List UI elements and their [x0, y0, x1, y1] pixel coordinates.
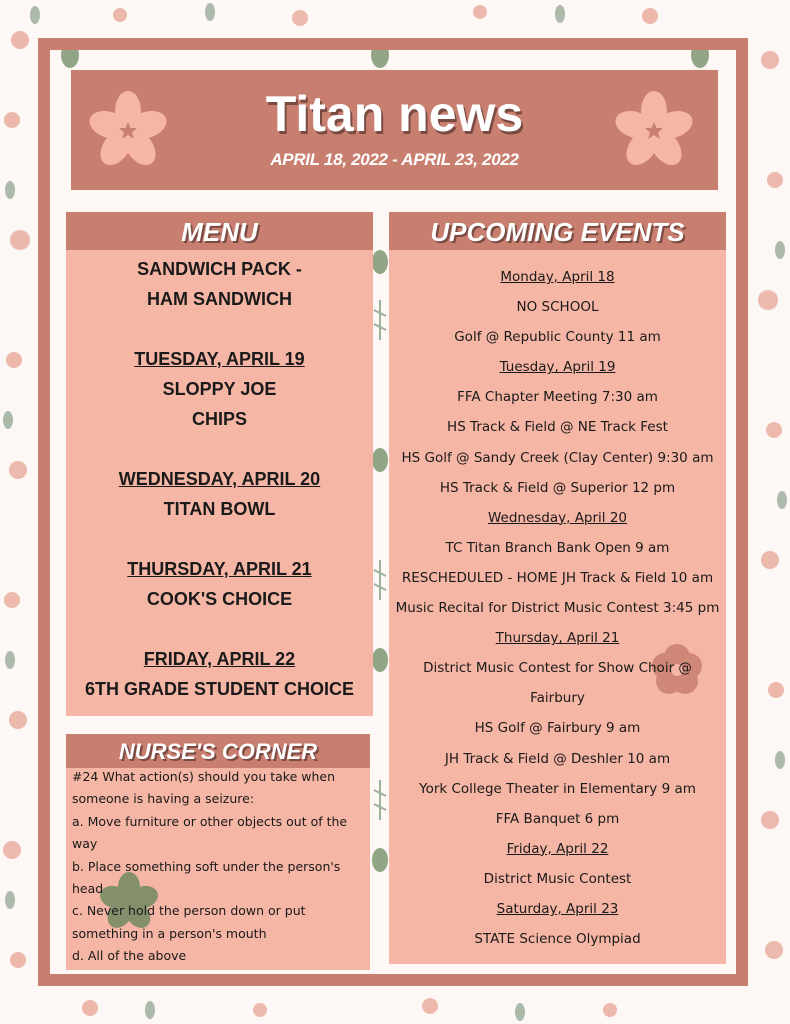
nurse-option: b. Place something soft under the person's head: [72, 858, 341, 897]
newsletter-header: [71, 70, 718, 190]
nurse-option: d. All of the above: [72, 948, 187, 964]
nurse-question: #24 What action(s) should you take when someone is having a seizure:: [72, 769, 335, 807]
event-item: JH Track & Field @ Deshler 10 am: [444, 750, 671, 767]
menu-item: [66, 554, 373, 614]
newsletter-title: Titan news: [265, 86, 524, 142]
menu-item: [66, 464, 373, 524]
nurse-option: c. Never hold the person down or put something in a person's mouth: [72, 903, 306, 941]
nurse-panel: [66, 734, 370, 970]
event-item: RESCHEDULED - HOME JH Track & Field 10 am: [401, 569, 714, 586]
menu-day: THURSDAY, APRIL 21: [127, 559, 312, 579]
event-item: Music Recital for District Music Contest 3:45 pm: [395, 600, 720, 617]
menu-day: FRIDAY, APRIL 22: [143, 649, 296, 669]
event-item: HS Golf @ Fairbury 9 am: [474, 720, 641, 737]
date-range: APRIL 18, 2022 - APRIL 23, 2022: [270, 150, 519, 169]
event-item: Golf @ Republic County 11 am: [454, 329, 661, 346]
menu-item-line: TITAN BOWL: [163, 499, 276, 519]
nurse-text: [72, 766, 366, 968]
event-day: Tuesday, April 19: [499, 359, 616, 376]
event-item: HS Track & Field @ NE Track Fest: [447, 419, 668, 436]
event-item: York College Theater in Elementary 9 am: [419, 780, 696, 797]
menu-item-line: 6TH GRADE STUDENT CHOICE: [84, 679, 354, 699]
menu-heading: MENU: [66, 212, 373, 250]
event-day: Friday, April 22: [506, 840, 609, 857]
events-list: [389, 262, 726, 954]
menu-panel: [66, 212, 373, 716]
menu-item: [66, 644, 373, 704]
menu-day: TUESDAY, APRIL 19: [134, 349, 305, 369]
event-item: HS Golf @ Sandy Creek (Clay Center) 9:30 am: [401, 449, 714, 466]
event-item: District Music Contest for Show Choir @: [423, 660, 692, 677]
menu-item: [66, 254, 373, 314]
menu-day: WEDNESDAY, APRIL 20: [118, 469, 321, 489]
event-item: FFA Banquet 6 pm: [495, 810, 620, 827]
menu-item: [66, 344, 373, 434]
event-day: Saturday, April 23: [496, 900, 619, 917]
menu-item-line: HAM SANDWICH: [147, 289, 292, 309]
event-item: Fairbury: [530, 690, 585, 707]
event-item: STATE Science Olympiad: [474, 931, 641, 948]
event-item: HS Track & Field @ Superior 12 pm: [439, 479, 676, 496]
nurse-heading: NURSE'S CORNER: [66, 734, 370, 768]
menu-item-line: COOK'S CHOICE: [146, 589, 293, 609]
events-heading: UPCOMING EVENTS: [389, 212, 726, 250]
event-day: Monday, April 18: [500, 269, 615, 285]
events-panel: [389, 212, 726, 964]
event-day: Wednesday, April 20: [487, 509, 628, 526]
nurse-option: a. Move furniture or other objects out of the way: [72, 813, 348, 852]
menu-item-line: SLOPPY JOE: [162, 379, 277, 399]
event-item: NO SCHOOL: [516, 299, 599, 316]
menu-list: [66, 254, 373, 704]
menu-item-line: SANDWICH PACK -: [137, 259, 302, 279]
menu-item-line: CHIPS: [191, 409, 247, 429]
event-item: District Music Contest: [483, 870, 632, 887]
event-item: TC Titan Branch Bank Open 9 am: [445, 539, 670, 556]
event-item: FFA Chapter Meeting 7:30 am: [457, 389, 658, 406]
event-day: Thursday, April 21: [495, 630, 620, 647]
